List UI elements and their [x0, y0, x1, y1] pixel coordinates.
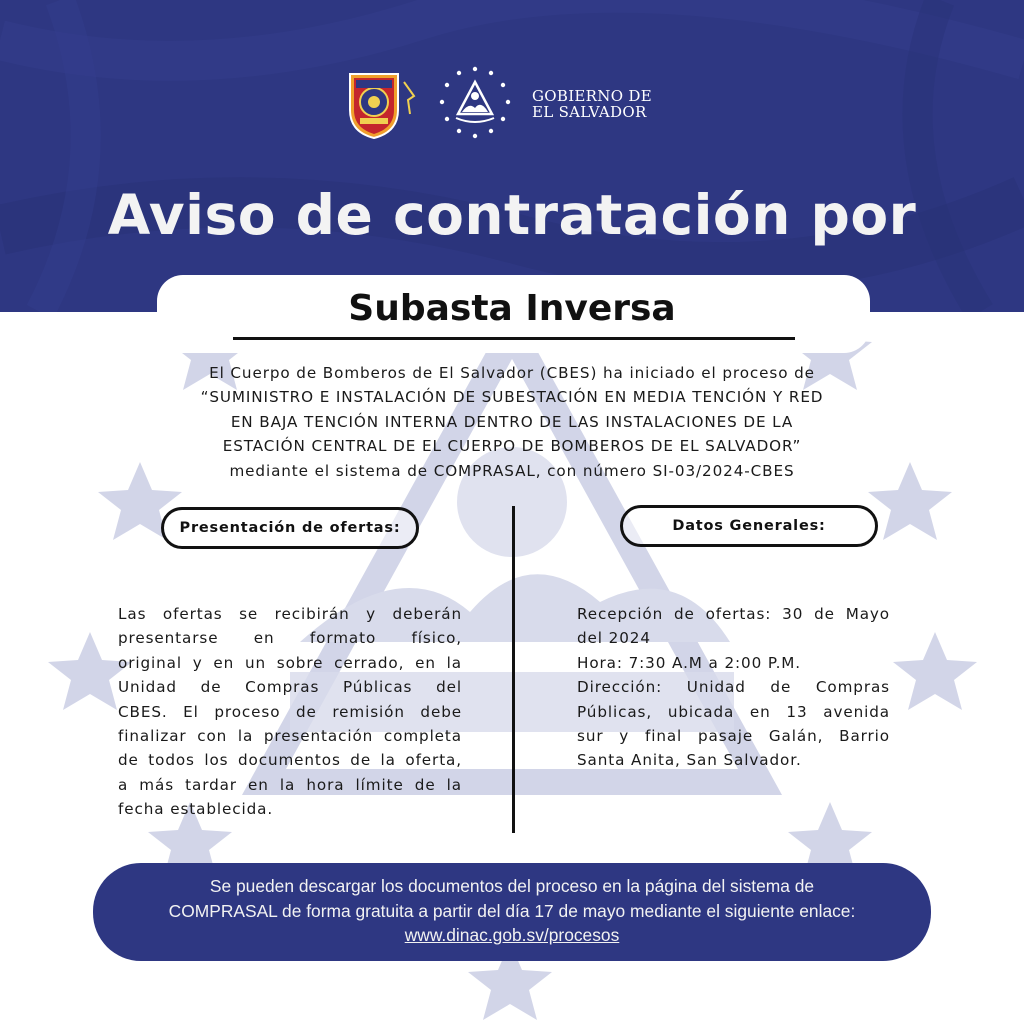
ofertas-line: finalizar con la presentación completa	[118, 727, 462, 746]
header-texture	[0, 0, 1024, 312]
ofertas-body	[118, 602, 462, 822]
datos-line: Recepción de ofertas: 30 de Mayo	[577, 605, 890, 623]
datos-line: Dirección: Unidad de Compras	[577, 678, 890, 697]
datos-line: Públicas, ubicada en 13 avenida	[577, 702, 890, 721]
footer-line: COMPRASAL de forma gratuita a partir del día 17 de mayo mediante el siguiente enlace:	[168, 900, 856, 921]
intro-paragraph	[120, 361, 904, 483]
ofertas-line: CBES. El proceso de remisión debe	[118, 702, 462, 721]
footer-text	[93, 874, 931, 948]
watermark-star-icon	[893, 632, 977, 710]
header-band	[0, 0, 1024, 312]
intro-line: mediante el sistema de COMPRASAL, con número SI-03/2024-CBES	[229, 461, 795, 480]
datos-line: Santa Anita, San Salvador.	[577, 751, 802, 770]
ofertas-line: original y en un sobre cerrado, en la	[118, 653, 462, 672]
datos-line: del 2024	[577, 629, 651, 648]
page-title: Aviso de contratación por	[107, 183, 917, 247]
firefighters-shield-icon	[344, 70, 418, 140]
intro-line: ESTACIÓN CENTRAL DE EL CUERPO DE BOMBEROS DE EL SALVADOR”	[222, 437, 802, 456]
ofertas-line: Unidad de Compras Públicas del	[118, 678, 462, 697]
datos-generales-body	[577, 602, 890, 773]
el-salvador-coat-of-arms-icon	[436, 64, 514, 142]
procesos-link[interactable]: www.dinac.gob.sv/procesos	[404, 925, 620, 945]
datos-generales-heading: Datos Generales:	[620, 505, 878, 547]
ofertas-line: de todos los documentos de la oferta,	[118, 751, 462, 770]
ofertas-line: presentarse en formato físico,	[118, 629, 462, 648]
page-subtitle: Subasta Inversa	[348, 288, 676, 329]
subtitle-underline	[233, 337, 795, 340]
footer-line: Se pueden descargar los documentos del proceso en la página del sistema de	[209, 876, 815, 896]
government-name-line2: EL SALVADOR	[532, 103, 647, 121]
ofertas-line: Las ofertas se recibirán y deberán	[118, 605, 462, 623]
government-name-line1: GOBIERNO DE	[532, 87, 652, 105]
ofertas-line: a más tardar en la hora límite de la	[118, 775, 462, 794]
intro-line: EN BAJA TENCIÓN INTERNA DENTRO DE LAS INSTALACIONES DE LA	[230, 412, 794, 431]
ofertas-line: fecha establecida.	[118, 800, 274, 819]
datos-line: sur y final pasaje Galán, Barrio	[577, 727, 890, 746]
intro-line: “SUMINISTRO E INSTALACIÓN DE SUBESTACIÓN EN MEDIA TENCIÓN Y RED	[200, 388, 824, 407]
intro-line: El Cuerpo de Bomberos de El Salvador (CBES) ha iniciado el proceso de	[209, 364, 815, 382]
ofertas-heading: Presentación de ofertas:	[161, 507, 419, 549]
government-name	[532, 88, 682, 120]
datos-line: Hora: 7:30 A.M a 2:00 P.M.	[577, 653, 802, 672]
column-divider	[512, 506, 515, 833]
